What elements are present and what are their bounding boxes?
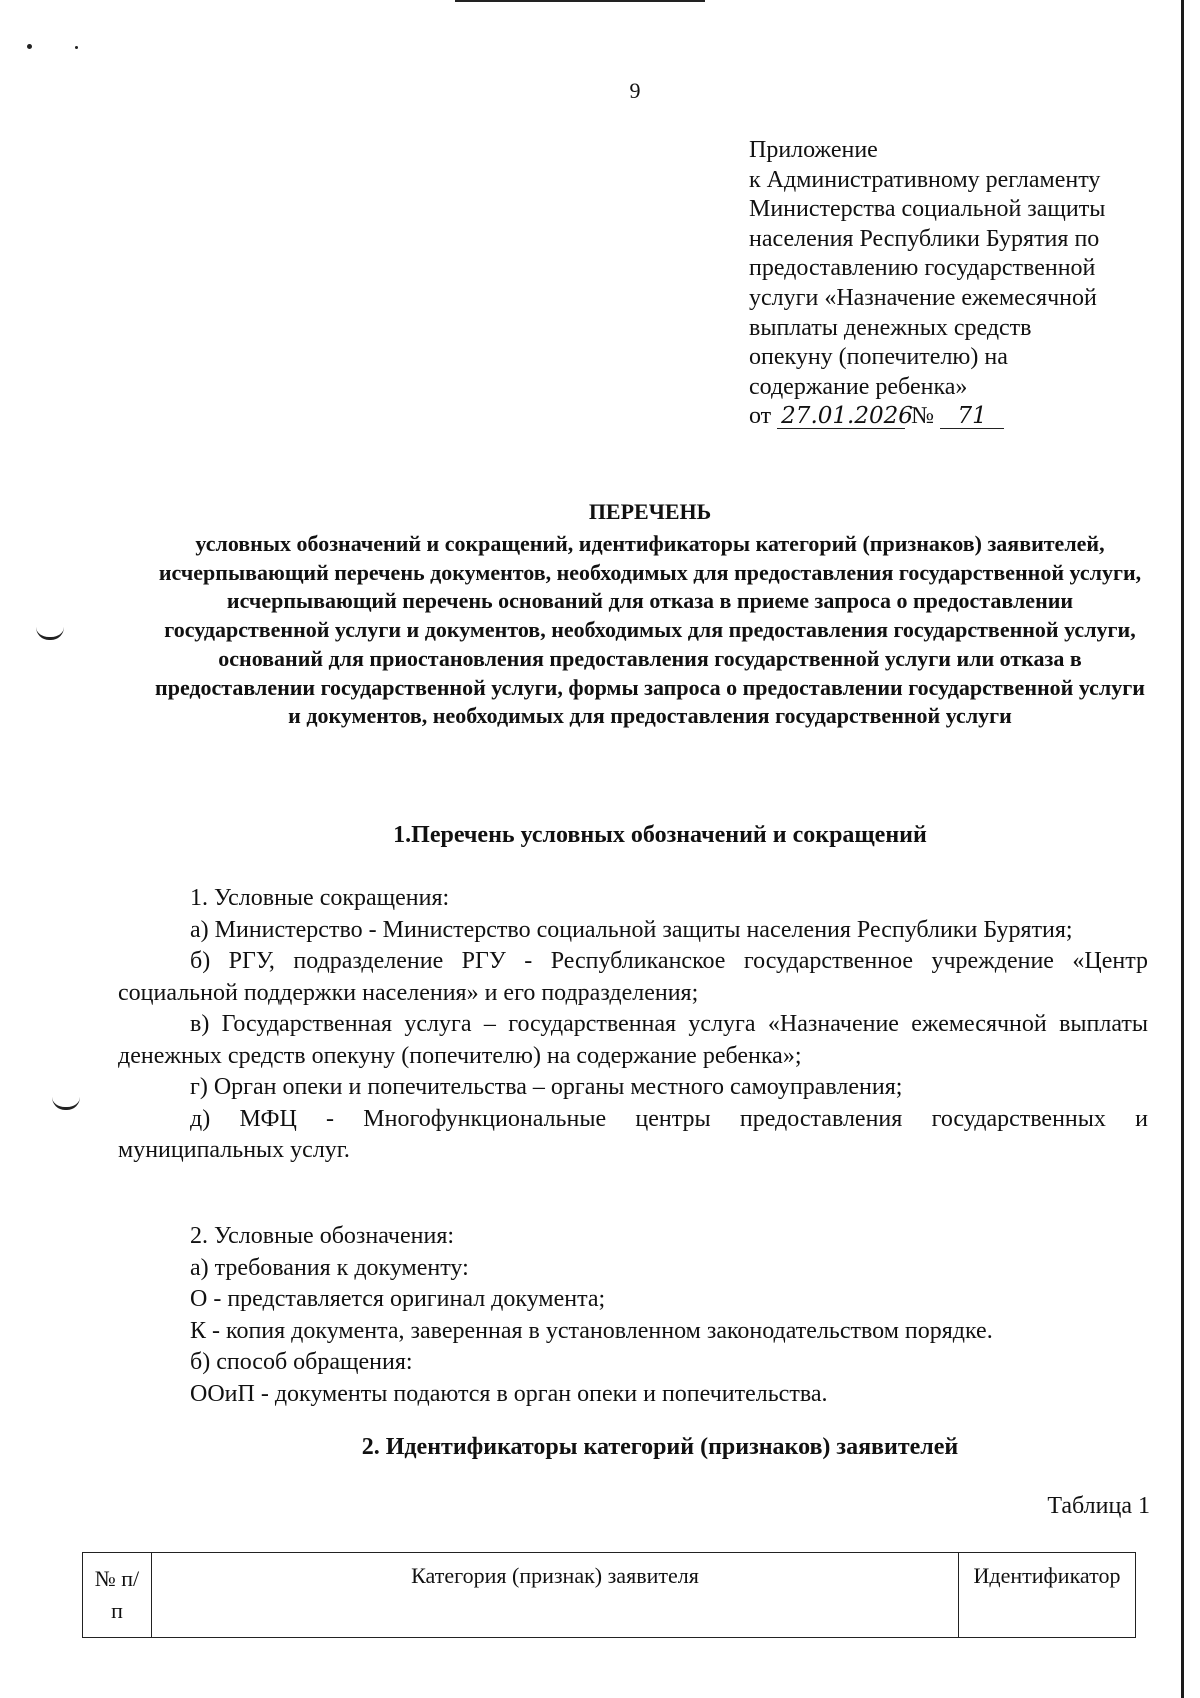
- abbreviation-item: г) Орган опеки и попечительства – органы местного самоуправления;: [190, 1074, 903, 1100]
- appendix-line: Приложение: [749, 137, 878, 163]
- appendix-date-line: [749, 402, 1159, 432]
- top-rule: [455, 0, 705, 2]
- header-identifier: Идентификатор: [959, 1553, 1136, 1638]
- abbreviation-item: а) Министерство - Министерство социальной защиты населения Республики Бурятия;: [190, 916, 1073, 943]
- abbreviation-item: б) РГУ, подразделение РГУ - Республиканское государственное учреждение «Центр социальной поддержки населения» и его подразделения;: [118, 948, 1148, 1006]
- symbols-line: б) способ обращения:: [190, 1349, 413, 1375]
- appendix-line: опекуну (попечителю) на: [749, 344, 1008, 371]
- symbols-line: а) требования к документу:: [190, 1254, 469, 1281]
- appendix-line: услуги «Назначение ежемесячной: [749, 284, 1097, 311]
- scan-speck: [75, 46, 78, 49]
- symbols-heading: 2. Условные обозначения:: [190, 1223, 455, 1249]
- abbreviations-heading: 1. Условные сокращения:: [190, 885, 450, 911]
- page-number: 9: [629, 78, 641, 103]
- appendix-line: содержание ребенка»: [749, 373, 968, 400]
- header-category: Категория (признак) заявителя: [152, 1553, 959, 1638]
- appendix-line: предоставлению государственной: [749, 255, 1096, 282]
- number-label: №: [911, 403, 935, 430]
- from-label: от: [749, 403, 772, 430]
- scan-mark: [36, 627, 64, 640]
- header-number: № п/п: [83, 1553, 152, 1638]
- appendix-block: [749, 136, 1159, 432]
- symbols-line: К - копия документа, заверенная в установленном законодательством порядке.: [190, 1317, 993, 1344]
- table-header-row: [83, 1553, 1136, 1638]
- symbols-line: ООиП - документы подаются в орган опеки и попечительства.: [190, 1380, 828, 1407]
- document-title: ПЕРЕЧЕНЬ: [588, 499, 712, 524]
- appendix-line: выплаты денежных средств: [749, 314, 1032, 341]
- section1-heading: 1.Перечень условных обозначений и сокращений: [393, 822, 927, 848]
- handwritten-number: 71: [940, 404, 1004, 429]
- table-caption: Таблица 1: [1047, 1493, 1150, 1519]
- appendix-line: Министерства социальной защиты: [749, 196, 1106, 223]
- appendix-line: к Административному регламенту: [749, 166, 1101, 193]
- appendix-line: населения Республики Бурятия по: [749, 225, 1100, 252]
- applicant-identifiers-table: [82, 1552, 1136, 1638]
- document-subtitle: условных обозначений и сокращений, идентификаторы категорий (признаков) заявителей, исчерпывающий перечень документов, необходимых для предоставления государственной услуги, исчерпывающий перечень оснований для отказа в приеме запроса о предоставлении государственной услуги и документов, необходимых для предоставления государственной услуги, оснований для приостановления предоставления государственной услуги или отказа в предоставлении государственной услуги, формы запроса о предоставлении государственной услуги и документов, необходимых для предоставления государственной услуги: [155, 531, 1145, 729]
- scan-mark: [52, 1097, 80, 1110]
- abbreviation-item: в) Государственная услуга – государственная услуга «Назначение ежемесячной выплаты денежных средств опекуну (попечителю) на содержание ребенка»;: [118, 1011, 1148, 1069]
- abbreviation-item: д) МФЦ - Многофункциональные центры предоставления государственных и муниципальных услуг.: [118, 1105, 1148, 1163]
- abbreviations-block: [118, 883, 1148, 1167]
- symbols-block: [118, 1221, 1148, 1410]
- handwritten-date: 27.01.2026: [777, 404, 905, 429]
- scan-speck: [27, 44, 32, 49]
- symbols-line: О - представляется оригинал документа;: [190, 1286, 606, 1312]
- section2-heading: 2. Идентификаторы категорий (признаков) заявителей: [361, 1434, 959, 1460]
